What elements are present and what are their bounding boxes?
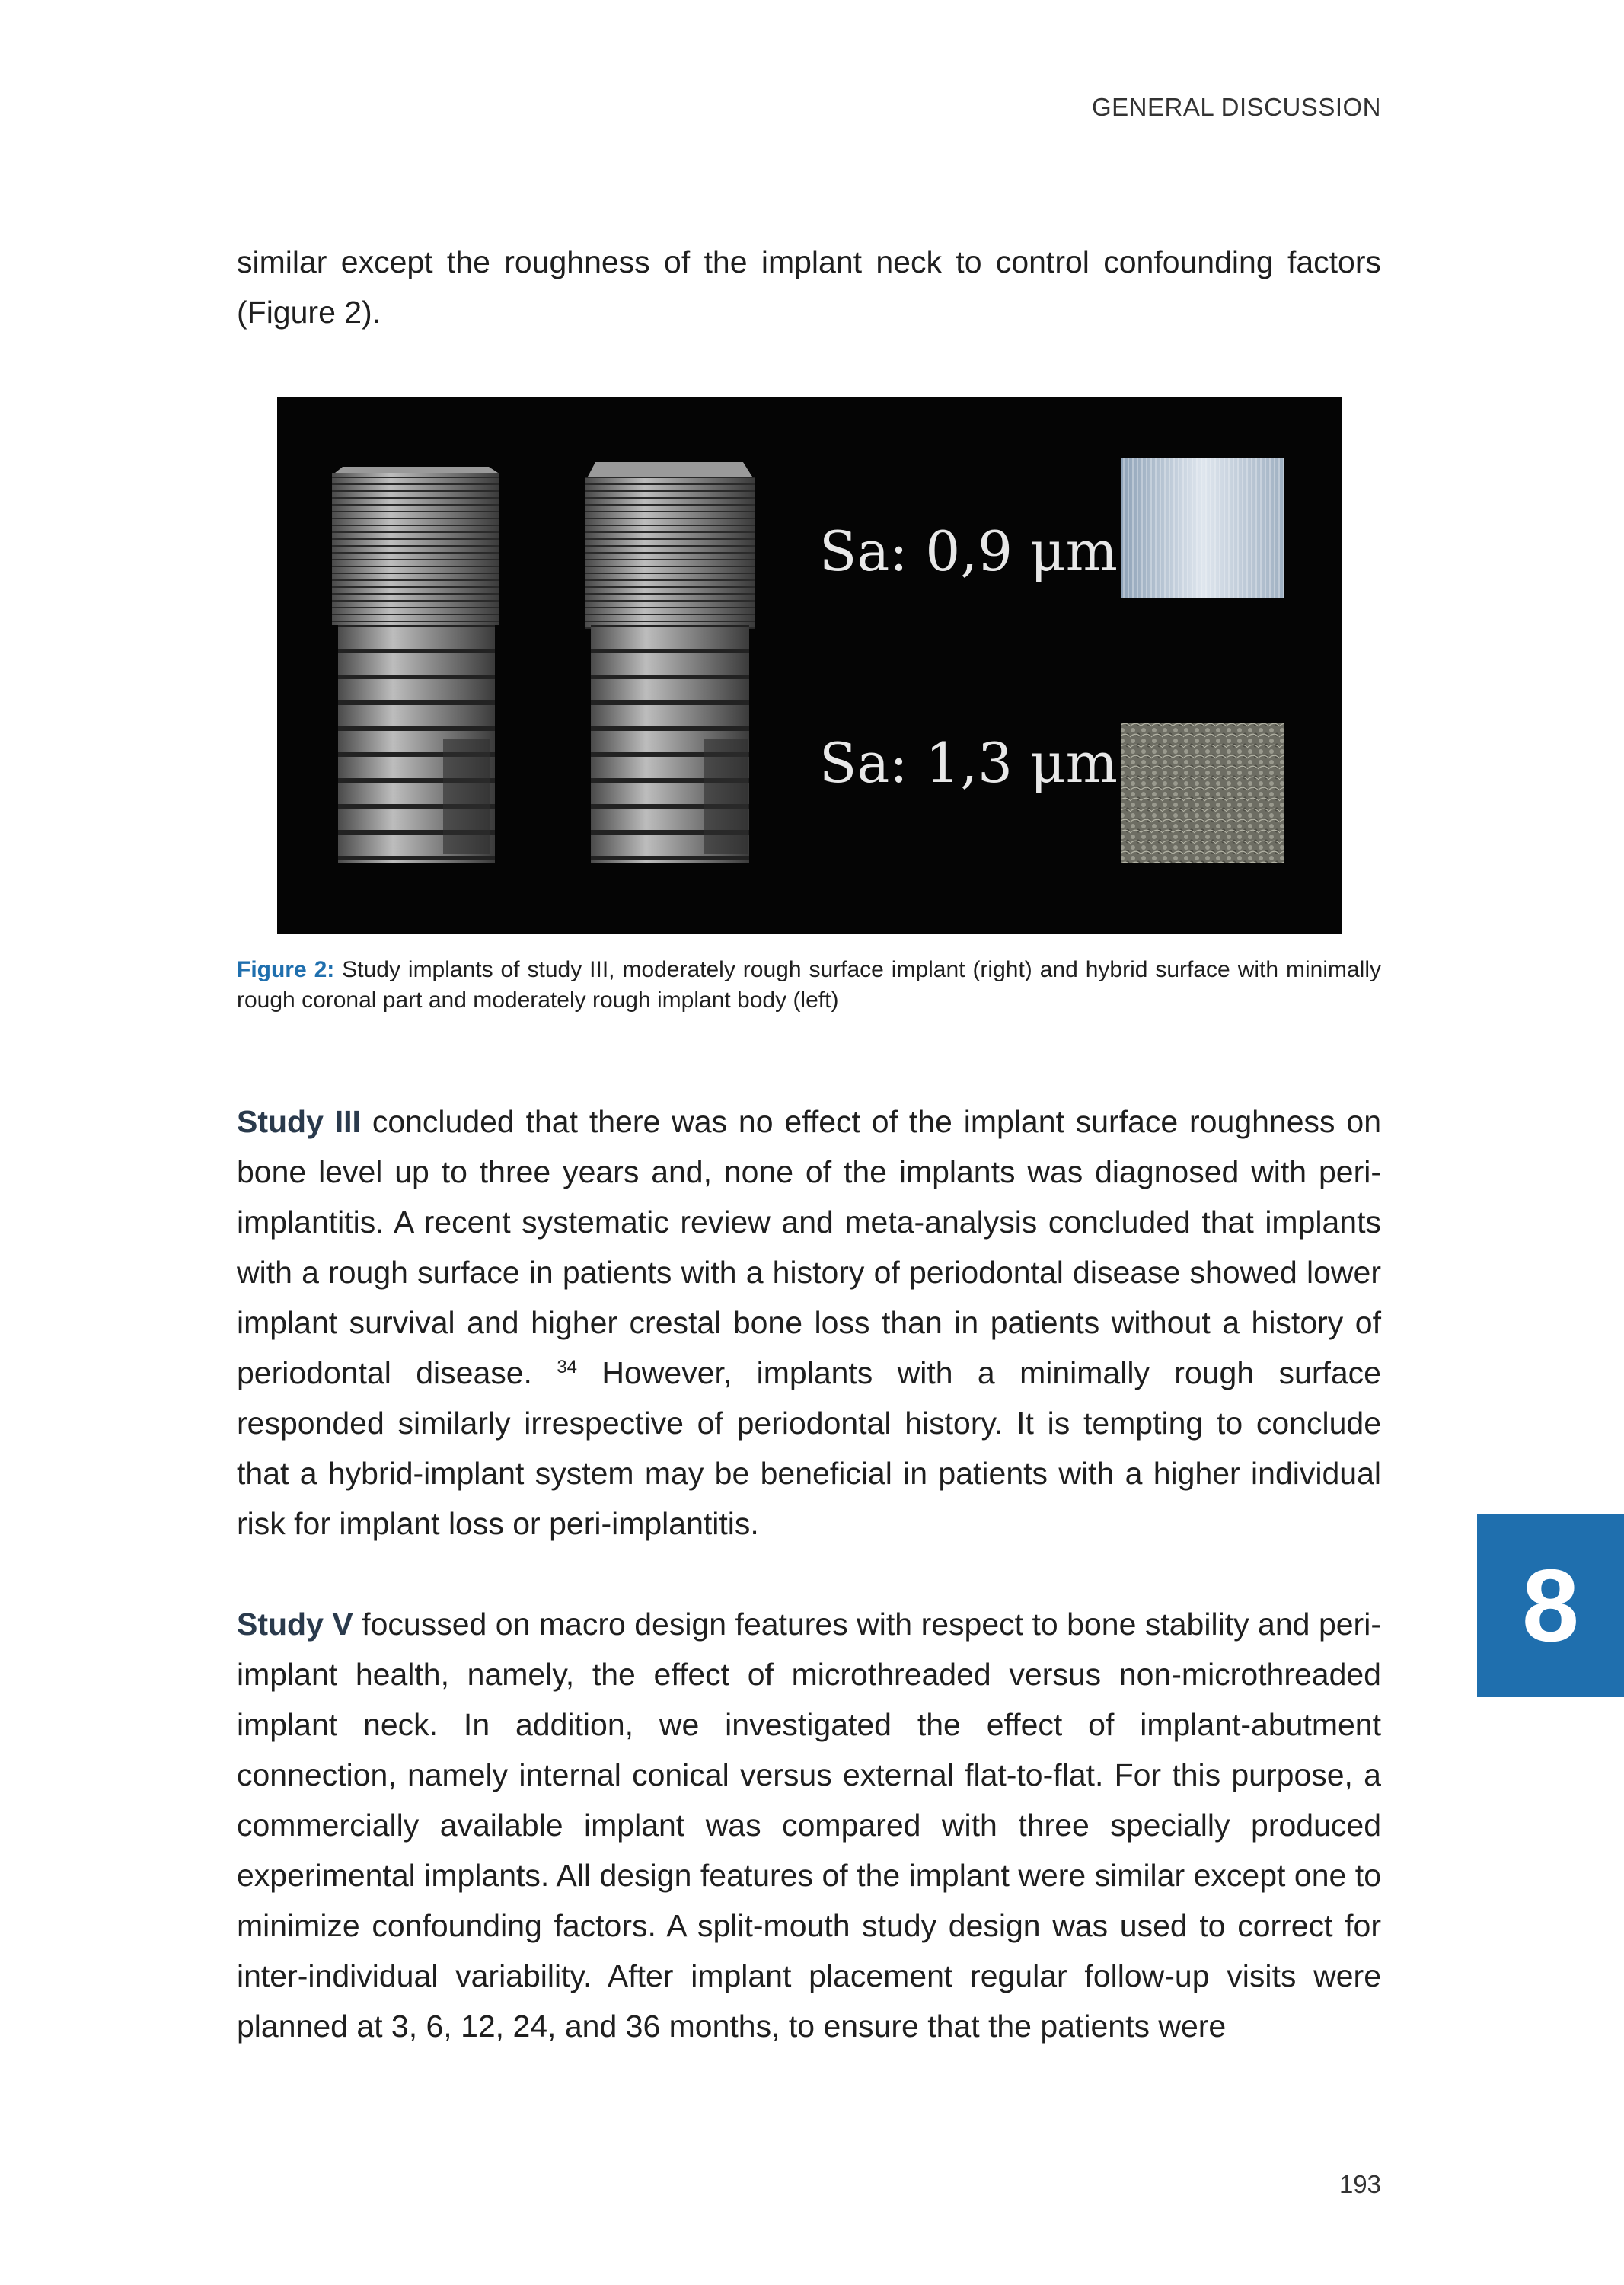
study5-paragraph: [237, 1599, 1381, 2051]
left-implant-illustration: [332, 467, 499, 863]
caption-text: Study implants of study III, moderately rough surface implant (right) and hybrid surface with minimally rough coronal part and moderately rough implant body (left): [237, 957, 1381, 1013]
study3-text-part1: concluded that there was no effect of the implant surface roughness on bone level up to three years and, none of the implants was diagnosed with peri-implantitis. A recent systematic review and meta-analysis concluded that implants with a rough surface in patients with a history of periodontal disease showed lower implant survival and higher crestal bone loss than in patients without a history of periodontal disease.: [237, 1104, 1381, 1390]
study5-lead: Study V: [237, 1607, 353, 1642]
sa-label-top: Sa: 0,9 μm: [819, 519, 1118, 583]
study3-lead: Study III: [237, 1104, 361, 1139]
right-implant-illustration: [585, 462, 755, 863]
smooth-surface-sem-swatch: [1121, 458, 1284, 598]
figure-2-image: [277, 397, 1342, 934]
sa-label-bottom: Sa: 1,3 μm: [819, 731, 1118, 795]
rough-surface-sem-swatch: [1121, 723, 1284, 863]
figure-caption: [237, 955, 1381, 1016]
chapter-tab: 8: [1477, 1514, 1624, 1697]
intro-paragraph: similar except the roughness of the implant neck to control confounding factors (Figure 2).: [237, 244, 1381, 330]
study3-paragraph: [237, 1096, 1381, 1549]
reference-superscript: 34: [557, 1357, 578, 1377]
study3-text-part2: However, implants with a minimally rough surface responded similarly irrespective of periodontal history. It is tempting to conclude that a hybrid-implant system may be beneficial in patients with a higher individual risk for implant loss or peri-implantitis.: [237, 1355, 1381, 1541]
page-number: 193: [1338, 2170, 1381, 2198]
study5-text: focussed on macro design features with respect to bone stability and peri-implant health, namely, the effect of microthreaded versus non-microthreaded implant neck. In addition, we investigated the effect of implant-abutment connection, namely internal conical versus external flat-to-flat. For this purpose, a commercially available implant was compared with three specially produced experimental implants. All design features of the implant were similar except one to minimize confounding factors. A split-mouth study design was used to correct for inter-individual variability. After implant placement regular follow-up visits were planned at 3, 6, 12, 24, and 36 months, to ensure that the patients were: [237, 1607, 1381, 2044]
running-header: GENERAL DISCUSSION: [1091, 93, 1381, 121]
caption-label: Figure 2:: [237, 957, 335, 982]
